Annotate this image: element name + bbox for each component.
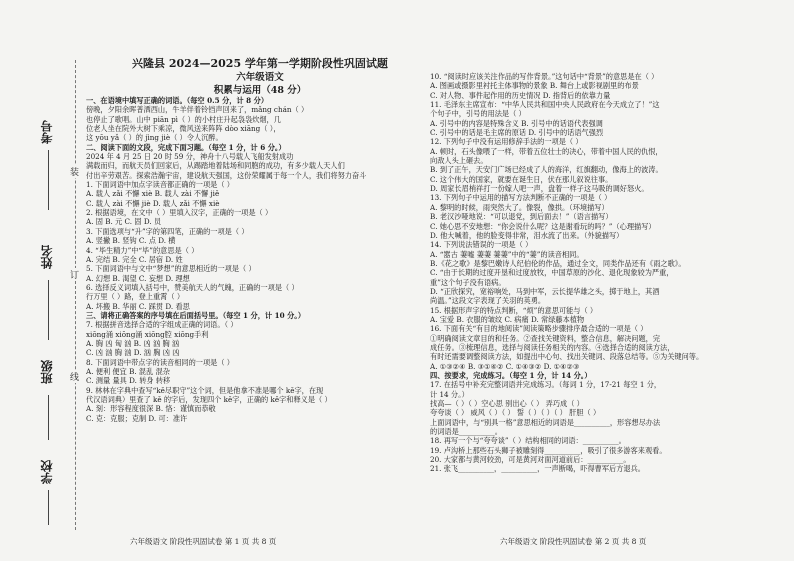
right-line: 上面词语中，与“别具一格”意思相近的词语是__________，形容想尽办法 bbox=[430, 417, 661, 427]
left-column bbox=[86, 96, 424, 423]
right-line: D. 周家长眉梢祥打一份嫁人吧一声，盘着一样子这马吸的调好怒火。 bbox=[430, 184, 649, 194]
xingming-label: 姓名 bbox=[40, 245, 54, 269]
left-line: A. 完结 B. 完全 C. 居宿 D. 姓 bbox=[86, 254, 183, 264]
right-line: B. 老汉沙哑地说：“可以退党，到后面去！”（语言描写） bbox=[430, 212, 613, 222]
right-line: 的词语是__________。 bbox=[430, 427, 502, 437]
right-line: 10. “阅读时应该关注作品的写作背景。”这句话中“背景”的意思是在（ ） bbox=[430, 72, 659, 81]
right-line: 尚温。”这段文字表现了关羽的英勇。 bbox=[430, 296, 546, 306]
left-line: 行万里（ ）路，登上重霄（ ） bbox=[86, 292, 185, 302]
right-line: 找高—（ ）（ ）空心思 别出心（ ） 弄巧成（ ） bbox=[430, 399, 584, 409]
right-line: A. ①③②④ B. ③①④② C. ①④③② D. ①④②③ bbox=[430, 361, 580, 371]
left-line: 3. 下面选项与“升”字的第四笔，正确的一项是（ ） bbox=[86, 226, 249, 236]
banji-label: 班级 bbox=[40, 360, 54, 384]
right-line: 重”这个句子没有语病。 bbox=[430, 277, 506, 287]
right-line: 20. 大家都与黄河较劲，可是黄河对面河道前后：__________。 bbox=[430, 455, 631, 465]
right-line: A. 黎明的时候，雨突然大了。像裂，像拱。（环境描写） bbox=[430, 202, 609, 212]
left-line: 7. 根据拼音选择合适的字组成正确的词语。（ ） bbox=[86, 320, 238, 330]
right-line: 四、按要求，完成练习。（每空 1 分，计 14 分。） bbox=[430, 371, 592, 380]
right-line: C. 对人物、事件起作用的历史情况 D. 指背后的依靠力量 bbox=[430, 90, 611, 100]
right-line: ①明确阅读文章目的和任务。②查找关键资料，整合信息，解决问题，完 bbox=[430, 333, 661, 343]
right-line: 有时还需要调整阅读方法，如提出中心句、找出关键词、段落总结等。⑤为关键问等。 bbox=[430, 352, 704, 362]
right-line: C. 这个伟大的国家，就要在诞生日，伏在那儿叙说往事。 bbox=[430, 174, 613, 184]
right-line: 个句子中，引号的用法是（ ） bbox=[430, 109, 526, 119]
left-line: 也停止了歌唱。山中 piān pì（ ）的小村庄升起袅袅炊烟，几 bbox=[86, 114, 281, 124]
right-line: A. 引号中的内容是特殊含义 B. 引号中的话语代表强调 bbox=[430, 118, 603, 128]
right-line: B.《花之歌》是黎巴嫩诗人纪伯伦的作品，通过全文，同类作品还有《雨之歌》。 bbox=[430, 258, 686, 268]
left-line: A. 刻：形容程度很深 B. 恪：谨慎而恭敬 bbox=[86, 404, 216, 414]
footer-left: 六年级语文 阶段性巩固试卷 第 1 页 共 8 页 bbox=[130, 537, 277, 546]
left-line: 位老人坐在院外大树下乘凉，微风送来阵阵 dòo xiāng（ ）， bbox=[86, 124, 281, 134]
right-line: 13. 下列句子中运用的描写方法判断不正确的一项是（ ） bbox=[430, 193, 612, 203]
right-line: 夸夸谈（ ） 威风（ ）（ ） 誓（ ）（ ）（ ） 肝胆（ ） bbox=[430, 408, 601, 418]
right-line: C. 引号中的话是毛主席的原话 D. 引号中的话语气强烈 bbox=[430, 128, 604, 138]
left-line: A. 幻想 B. 渴望 C. 妄想 D. 理想 bbox=[86, 273, 190, 283]
right-line: 11. 毛泽东主席宣布：“中华人民共和国中央人民政府在今天成立了！”这 bbox=[430, 100, 660, 110]
left-line: C. 凶 汹 胸 汹 D. 汹 胸 凶 凶 bbox=[86, 348, 180, 358]
left-line: 二、阅读下面的文段，完成下面习题。（每空 1 分，计 6 分。） bbox=[86, 142, 286, 152]
left-line: 2024 年 4 月 25 日 20 时 59 分，神舟十八号载人飞船发射成功 bbox=[86, 152, 294, 162]
right-line: 向敌人头上砸去。 bbox=[430, 156, 488, 166]
exam-title: 兴隆县 2024—2025 学年第一学期阶段性巩固试题 bbox=[132, 57, 388, 70]
left-line: xiōng涌 xiōng涌 xiōng腔 xiōng手利 bbox=[86, 329, 209, 339]
left-line: C. 克：克服；克制 D. 可：准许 bbox=[86, 413, 188, 423]
left-line: 4. “毕生精力”中“毕”的意思是（ ） bbox=[86, 245, 199, 255]
right-column bbox=[430, 72, 776, 474]
section-heading: 积累与运用（48 分） bbox=[213, 85, 307, 96]
binding-mark-xian: 线 bbox=[70, 370, 79, 383]
left-line: 5. 下面词语中与文中“梦想”的意思相近的一项是（ ） bbox=[86, 264, 256, 274]
right-line: 计 14 分。） bbox=[430, 389, 469, 399]
right-line: A. 顿时，石头像喂了一样，带着五位壮士的决心，带着中国人民的仇恨， bbox=[430, 146, 663, 156]
right-line: 14. 下列说法错误的一项是（ ） bbox=[430, 240, 533, 250]
left-line: 三、请将正确答案的序号填在后面括号里。（每空 1 分，计 10 分。） bbox=[86, 310, 306, 320]
left-line: A. 载人 zǎi 不懈 xiè B. 载人 zài 不懈 jiě bbox=[86, 189, 220, 199]
right-line: D. 他大喊着，他的脸变得非常，泪水流了出来。（外貌描写） bbox=[430, 230, 624, 240]
binding-dashed-line bbox=[75, 60, 76, 530]
right-line: B. 到了正午，天安门广场已经成了人的海洋，红旗翻动，像海上的波涛。 bbox=[430, 165, 663, 175]
left-line: 6. 选择反义词填入括号中，赞美航天人的气魄，正确的一项是（ ） bbox=[86, 282, 299, 292]
binding-mark-ding: 订 bbox=[70, 268, 79, 281]
right-line: A. “嚣古 萋嘘 萋萋 萋萋”中的“萋”的读音相同。 bbox=[430, 249, 584, 259]
right-line: 18. 再写一个与“夸夸谈”（ ）结构相同的词语：__________。 bbox=[430, 436, 626, 446]
kaohao-line bbox=[48, 150, 49, 210]
left-line: 满载而归，而航天员们回家后，从踢踏地着陆场和同胞的成功，有多少载人天人们 bbox=[86, 161, 345, 171]
exam-subtitle: 六年级语文 bbox=[236, 72, 284, 83]
left-line: C. 载人 zài 不懈 jiè D. 载人 zǎi 不懈 xiè bbox=[86, 198, 220, 208]
right-line: 17. 在括号中补充完整词语并完成练习。（每词 1 分，17-21 每空 1 分， bbox=[430, 380, 662, 390]
left-line: A. 固 B. 元 C. 固 D. 员 bbox=[86, 217, 162, 227]
right-line: 成任务。③梳理信息，选择与阅读任务相关的内容。④选择合适的阅读方法， bbox=[430, 342, 675, 352]
xuexiao-label: 学校 bbox=[40, 460, 54, 484]
kaohao-label: 考号 bbox=[40, 120, 54, 144]
right-line: A. 图画或摄影里衬托主体事物的景象 B. 舞台上或影视剧里的布景 bbox=[430, 81, 639, 91]
left-line: A. 坏搬 B. 华丽 C. 踩贯 D. 看思 bbox=[86, 301, 190, 311]
left-line: A. 竖撇 B. 竖钩 C. 点 D. 横 bbox=[86, 236, 176, 246]
right-line: C. 她心思不安地想：“你会说什么呢？这是谢看玩的吗？”（心理描写） bbox=[430, 221, 656, 231]
xingming-line bbox=[48, 280, 49, 340]
banji-line bbox=[48, 395, 49, 440]
left-line: 代汉语词典）里查了 kě 的字后，发现四个 kě字，正确的 kě字和释义是（ ） bbox=[86, 395, 332, 404]
left-line: 傍晚，夕阳余晖普洒西山，牛羊伴着铃铛声回来了，mǎng chán（ ） bbox=[86, 105, 309, 115]
right-line: C. “由于长期的过度开垦和过度放牧，中国草原的沙化、退化现象较为严重， bbox=[430, 268, 674, 278]
left-line: 8. 下面词语中带点字的读音相同的一项是（ ） bbox=[86, 357, 234, 367]
left-line: 一、在语境中填写正确的词语。（每空 0.5 分，计 8 分） bbox=[86, 96, 269, 105]
left-line: 这 yōu yǎ（ ）的 jìng jiè（ ）令人沉醉。 bbox=[86, 133, 223, 143]
right-line: A. 宝爱 B. 衣服的皱纹 C. 病痛 D. 常绿藤本植物 bbox=[430, 314, 585, 324]
binding-mark-zhuang: 装 bbox=[70, 165, 79, 178]
left-line: 9. 林林在字典中查写“kě尽职守”这个词，但是他拿不准是哪个 kě字，在现 bbox=[86, 385, 324, 395]
right-line: 16. 下面有关“有目的地阅读”阅读策略步骤排序最合适的一项是（ ） bbox=[430, 324, 648, 334]
left-line: A. 胸 凶 匈 汹 B. 凶 汹 胸 汹 bbox=[86, 338, 180, 348]
right-line: D. “正欣探究，宽裕响处，马到中军，云长提华雄之头，掷于地上，其酒 bbox=[430, 286, 660, 296]
left-line: 1. 下面词语中加点字读音都正确的一项是（ ） bbox=[86, 180, 234, 190]
right-line: 12. 下列句子中没有运用修辞手法的一项是（ ） bbox=[430, 137, 583, 147]
left-line: 付出辛劳艰苦。探索浩瀚宇宙，建设航天强国，这份荣耀属于每一个人，我们将努力奋斗 bbox=[86, 170, 367, 180]
left-line: A. 便利 便宜 B. 混乱 混杂 bbox=[86, 366, 170, 376]
left-line: 2. 根据语境，在文中（ ）里填入汉字，正确的一项是（ ） bbox=[86, 208, 273, 218]
right-line: 21. 张飞__________，__________，一声断喝，吓得曹军后方退兵。 bbox=[430, 464, 645, 474]
left-line: C. 测量 量具 D. 转身 转移 bbox=[86, 376, 171, 386]
right-line: 19. 卢沟桥上那些石头狮子被雕刻得__________，吸引了很多游客来观看。 bbox=[430, 445, 667, 455]
xuexiao-line bbox=[48, 490, 49, 525]
footer-right: 六年级语文 阶段性巩固试卷 第 2 页 共 8 页 bbox=[500, 537, 647, 546]
right-line: 15. 根据形声字的特点判断，“烦”的意思可能与（ ） bbox=[430, 305, 598, 315]
